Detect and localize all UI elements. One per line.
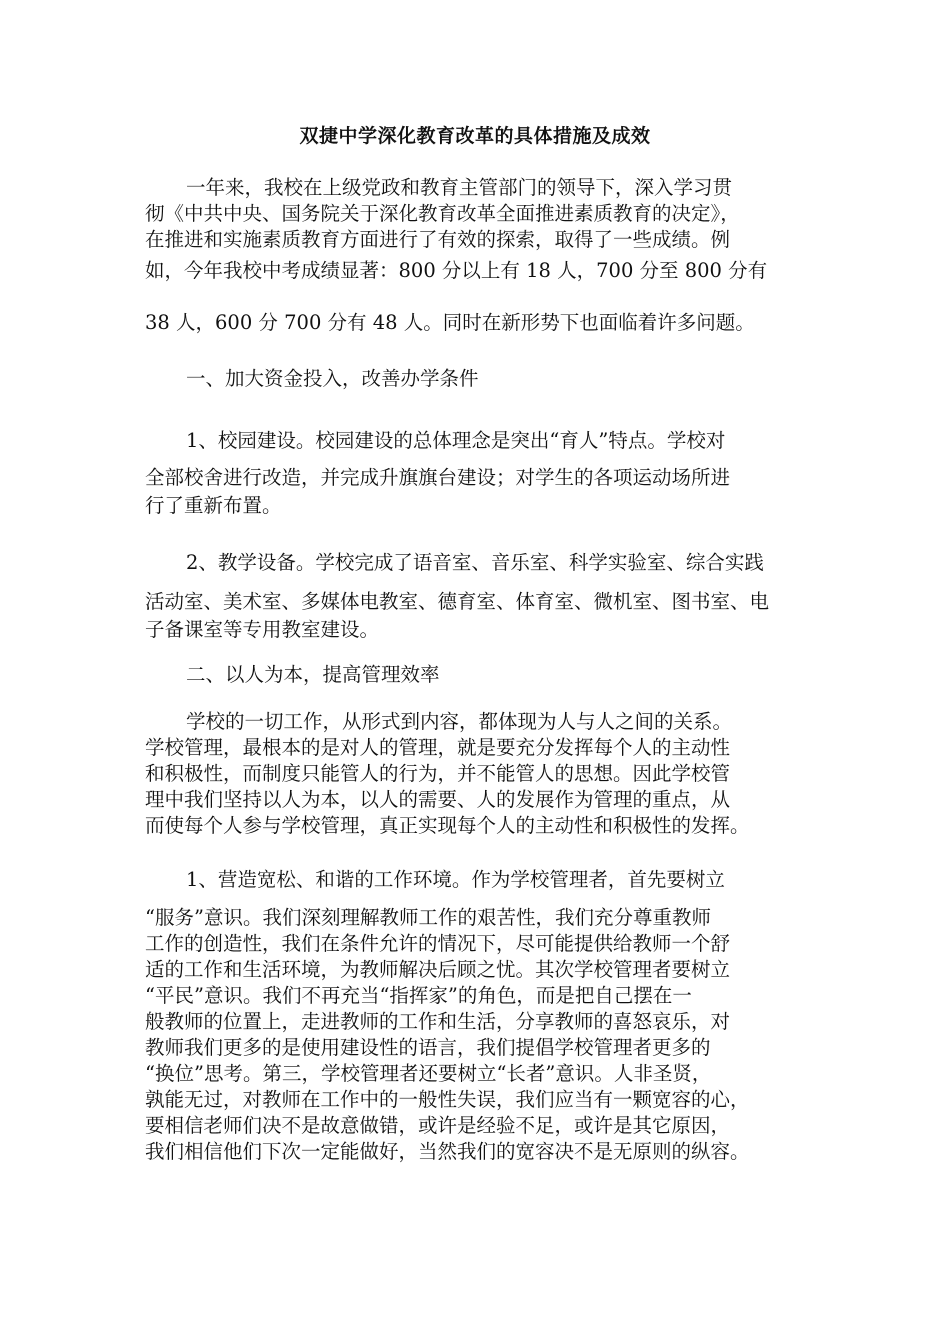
paragraph-line: 我们相信他们下次一定能做好，当然我们的宽容决不是无原则的纵容。 xyxy=(145,1140,750,1163)
paragraph-line: 38 人，600 分 700 分有 48 人。同时在新形势下也面临着许多问题。 xyxy=(145,311,755,334)
paragraph-line: 孰能无过，对教师在工作中的一般性失误，我们应当有一颗宽容的心， xyxy=(145,1088,750,1111)
paragraph-line: 一年来，我校在上级党政和教育主管部门的领导下，深入学习贯 xyxy=(186,176,733,199)
section-heading: 一、加大资金投入，改善办学条件 xyxy=(186,367,479,390)
paragraph-line: “换位”思考。第三，学校管理者还要树立“长者”意识。人非圣贤， xyxy=(145,1062,712,1085)
paragraph-line: 全部校舍进行改造，并完成升旗旗台建设；对学生的各项运动场所进 xyxy=(145,466,731,489)
paragraph-line: 和积极性，而制度只能管人的行为，并不能管人的思想。因此学校管 xyxy=(145,762,731,785)
section-heading: 二、以人为本，提高管理效率 xyxy=(186,663,440,686)
paragraph-line: 子备课室等专用教室建设。 xyxy=(145,618,380,641)
paragraph-line: 理中我们坚持以人为本，以人的需要、人的发展作为管理的重点，从 xyxy=(145,788,731,811)
paragraph-line: “服务”意识。我们深刻理解教师工作的艰苦性，我们充分尊重教师 xyxy=(145,906,711,929)
paragraph-line: 学校管理，最根本的是对人的管理，就是要充分发挥每个人的主动性 xyxy=(145,736,731,759)
paragraph-line: 适的工作和生活环境，为教师解决后顾之忧。其次学校管理者要树立 xyxy=(145,958,731,981)
paragraph-line: 工作的创造性，我们在条件允许的情况下，尽可能提供给教师一个舒 xyxy=(145,932,731,955)
paragraph-line: 而使每个人参与学校管理，真正实现每个人的主动性和积极性的发挥。 xyxy=(145,814,750,837)
paragraph-line: 1、营造宽松、和谐的工作环境。作为学校管理者，首先要树立 xyxy=(186,868,725,891)
paragraph-line: “平民”意识。我们不再充当“指挥家”的角色，而是把自己摆在一 xyxy=(145,984,692,1007)
paragraph-line: 教师我们更多的是使用建设性的语言，我们提倡学校管理者更多的 xyxy=(145,1036,711,1059)
document-title: 双捷中学深化教育改革的具体措施及成效 xyxy=(299,125,651,147)
paragraph-line: 行了重新布置。 xyxy=(145,494,282,517)
paragraph-line: 学校的一切工作，从形式到内容，都体现为人与人之间的关系。 xyxy=(186,710,733,733)
paragraph-line: 1、校园建设。校园建设的总体理念是突出“育人”特点。学校对 xyxy=(186,429,726,452)
paragraph-line: 在推进和实施素质教育方面进行了有效的探索，取得了一些成绩。例 xyxy=(145,228,731,251)
paragraph-line: 般教师的位置上，走进教师的工作和生活，分享教师的喜怒哀乐，对 xyxy=(145,1010,731,1033)
paragraph-line: 彻《中共中央、国务院关于深化教育改革全面推进素质教育的决定》， xyxy=(145,202,740,225)
paragraph-line: 活动室、美术室、多媒体电教室、德育室、体育室、微机室、图书室、电 xyxy=(145,590,770,613)
paragraph-line: 要相信老师们决不是故意做错，或许是经验不足，或许是其它原因， xyxy=(145,1114,731,1137)
paragraph-line: 如，今年我校中考成绩显著：800 分以上有 18 人，700 分至 800 分有 xyxy=(145,259,768,282)
paragraph-line: 2、教学设备。学校完成了语音室、音乐室、科学实验室、综合实践 xyxy=(186,551,764,574)
